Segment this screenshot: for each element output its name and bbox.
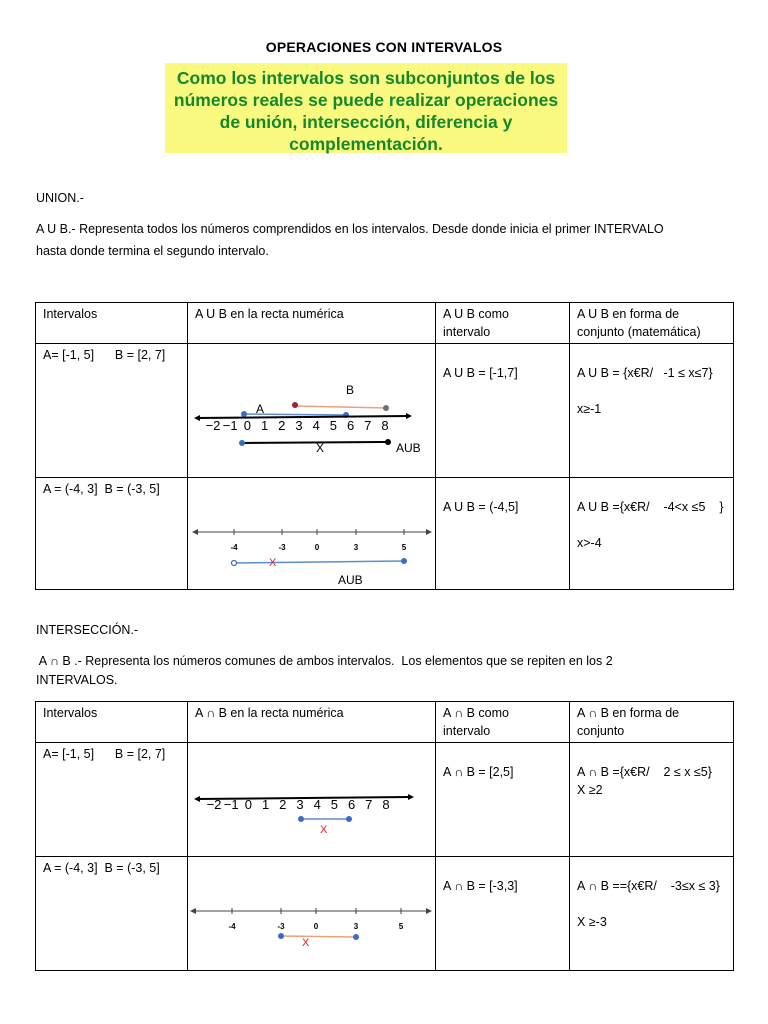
axis-arrow-left <box>194 796 200 802</box>
banner-line: de unión, intersección, diferencia y <box>219 112 513 132</box>
set-value: A ∩ B =={x€R/ -3≤x ≤ 3} <box>577 879 720 893</box>
tick-label: 1 <box>261 797 270 812</box>
tick-label: 0 <box>314 543 320 552</box>
axis-arrow-left <box>192 529 198 535</box>
table-row <box>36 857 734 971</box>
tick-label: 4 <box>313 797 321 812</box>
axis-arrow-right <box>426 908 432 914</box>
tick-label: 1 <box>260 418 269 433</box>
number-line-cell <box>188 743 436 857</box>
intersection-description-line2: INTERVALOS. <box>36 673 118 687</box>
header-text: intervalo <box>443 724 491 738</box>
tick-label: 7 <box>365 797 373 812</box>
interval-value: A ∩ B = [2,5] <box>443 765 514 779</box>
header-text: A U B en forma de <box>577 307 680 321</box>
header-text: conjunto (matemática) <box>577 325 701 339</box>
union-segment <box>234 561 404 563</box>
table-header-row <box>36 702 734 743</box>
tick-label: 6 <box>346 418 355 433</box>
header-text: intervalo <box>443 325 491 339</box>
closed-endpoint <box>401 558 407 564</box>
header-as-set <box>570 702 734 743</box>
tick-label: 8 <box>382 797 390 812</box>
intersection-heading: INTERSECCIÓN.- <box>36 623 139 637</box>
open-endpoint <box>232 561 237 566</box>
row-as-set <box>570 857 734 971</box>
tick-label: -3 <box>277 922 285 931</box>
row-as-set <box>570 478 734 590</box>
page-title: OPERACIONES CON INTERVALOS <box>265 39 503 55</box>
tick-label: 0 <box>244 797 253 812</box>
label-b: B <box>346 383 355 397</box>
set-value: A U B = {x€R/ -1 ≤ x≤7} <box>577 366 713 380</box>
intersection-table <box>35 701 734 971</box>
tick-labels <box>206 418 389 433</box>
inequality-value: X ≥-3 <box>577 915 607 929</box>
axis-arrow-left <box>194 415 200 421</box>
table-row <box>36 344 734 478</box>
header-text: A ∩ B como <box>443 706 509 720</box>
union-segment <box>242 442 388 443</box>
tick-label: 5 <box>401 543 407 552</box>
endpoint-dot <box>241 411 247 417</box>
tick-label: 5 <box>330 797 339 812</box>
row-as-interval <box>436 478 570 590</box>
header-number-line: A ∩ B en la recta numérica <box>188 702 436 743</box>
axis-arrow-right <box>408 794 414 800</box>
row-as-interval <box>436 743 570 857</box>
row-intervals: A = (-4, 3] B = (-3, 5] <box>36 857 188 971</box>
banner-line: Como los intervalos son subconjuntos de los <box>176 68 556 88</box>
tick-label: −1 <box>223 797 239 812</box>
tick-label: 8 <box>381 418 389 433</box>
header-intervals: Intervalos <box>36 702 188 743</box>
tick-label: 3 <box>295 418 303 433</box>
header-text: conjunto <box>577 724 625 738</box>
endpoint-dot <box>292 402 298 408</box>
intersection-number-line-1 <box>188 743 436 857</box>
intersection-number-line-2 <box>188 857 436 971</box>
endpoint-dot <box>298 816 304 822</box>
tick-label: 5 <box>329 418 338 433</box>
label-a: A <box>256 402 265 416</box>
label-x: X <box>269 557 277 569</box>
axis-arrow-right <box>406 413 412 419</box>
set-value: A U B ={x€R/ -4<x ≤5 } <box>577 500 724 514</box>
inequality-value: x>-4 <box>577 536 602 550</box>
table-row <box>36 478 734 590</box>
number-line-cell <box>188 344 436 478</box>
tick-label: -3 <box>278 543 286 552</box>
label-x: X <box>302 937 310 949</box>
label-x: X <box>316 441 325 455</box>
inequality-value: x≥-1 <box>577 402 602 416</box>
label-union: AUB <box>338 573 363 587</box>
interval-value: A U B = [-1,7] <box>443 366 518 380</box>
tick-label: 0 <box>243 418 252 433</box>
row-intervals: A= [-1, 5] B = [2, 7] <box>36 344 188 478</box>
header-as-interval <box>436 702 570 743</box>
endpoint-dot <box>385 439 391 445</box>
header-text: A U B como <box>443 307 509 321</box>
union-description-line1: A U B.- Representa todos los números comprendidos en los intervalos. Desde donde inicia el primer INTERVALO <box>36 222 664 236</box>
endpoint-dot <box>353 934 359 940</box>
tick-label: 2 <box>279 797 287 812</box>
endpoint-dot <box>278 933 284 939</box>
tick-label: −2 <box>206 797 222 812</box>
union-heading: UNION.- <box>36 191 84 205</box>
row-as-interval <box>436 857 570 971</box>
tick-label: −1 <box>222 418 238 433</box>
interval-b-segment <box>295 406 386 408</box>
label-union: AUB <box>396 441 421 455</box>
intersection-description-line1: A ∩ B .- Representa los números comunes de ambos intervalos. Los elementos que se repiten en los 2 <box>36 654 613 668</box>
number-line-cell <box>188 857 436 971</box>
tick-label: 2 <box>278 418 286 433</box>
intersection-segment <box>281 936 356 937</box>
set-value: A ∩ B ={x€R/ 2 ≤ x ≤5} <box>577 765 712 779</box>
row-as-set <box>570 743 734 857</box>
interval-value: A U B = (-4,5] <box>443 500 519 514</box>
union-number-line-1 <box>188 344 436 478</box>
label-x: X <box>320 824 328 836</box>
tick-label: 3 <box>353 922 359 931</box>
tick-label: 3 <box>296 797 304 812</box>
header-as-interval <box>436 303 570 344</box>
tick-label: 6 <box>347 797 356 812</box>
row-intervals: A= [-1, 5] B = [2, 7] <box>36 743 188 857</box>
number-line-cell <box>188 478 436 590</box>
row-as-set <box>570 344 734 478</box>
intro-banner <box>165 63 567 153</box>
tick-label: -4 <box>230 543 238 552</box>
tick-label: 0 <box>313 922 319 931</box>
axis-arrow-left <box>190 908 196 914</box>
interval-value: A ∩ B = [-3,3] <box>443 879 518 893</box>
tick-labels <box>207 797 390 812</box>
inequality-value: X ≥2 <box>577 783 603 797</box>
header-as-set <box>570 303 734 344</box>
tick-label: −2 <box>205 418 221 433</box>
endpoint-dot <box>383 405 389 411</box>
tick-label: 7 <box>364 418 372 433</box>
header-text: A ∩ B en forma de <box>577 706 680 720</box>
banner-line: números reales se puede realizar operaciones <box>173 90 559 110</box>
tick-label: 4 <box>312 418 320 433</box>
union-number-line-2 <box>188 478 436 590</box>
tick-label: -4 <box>228 922 236 931</box>
axis-arrow-right <box>426 529 432 535</box>
tick-label: 3 <box>353 543 359 552</box>
table-row <box>36 743 734 857</box>
row-intervals: A = (-4, 3] B = (-3, 5] <box>36 478 188 590</box>
table-header-row <box>36 303 734 344</box>
endpoint-dot <box>239 440 245 446</box>
header-intervals: Intervalos <box>36 303 188 344</box>
header-number-line: A U B en la recta numérica <box>188 303 436 344</box>
endpoint-dot <box>346 816 352 822</box>
union-description-line2: hasta donde termina el segundo intervalo. <box>36 244 269 258</box>
union-table <box>35 302 734 590</box>
banner-line: complementación. <box>289 134 443 154</box>
row-as-interval <box>436 344 570 478</box>
tick-label: 5 <box>398 922 404 931</box>
